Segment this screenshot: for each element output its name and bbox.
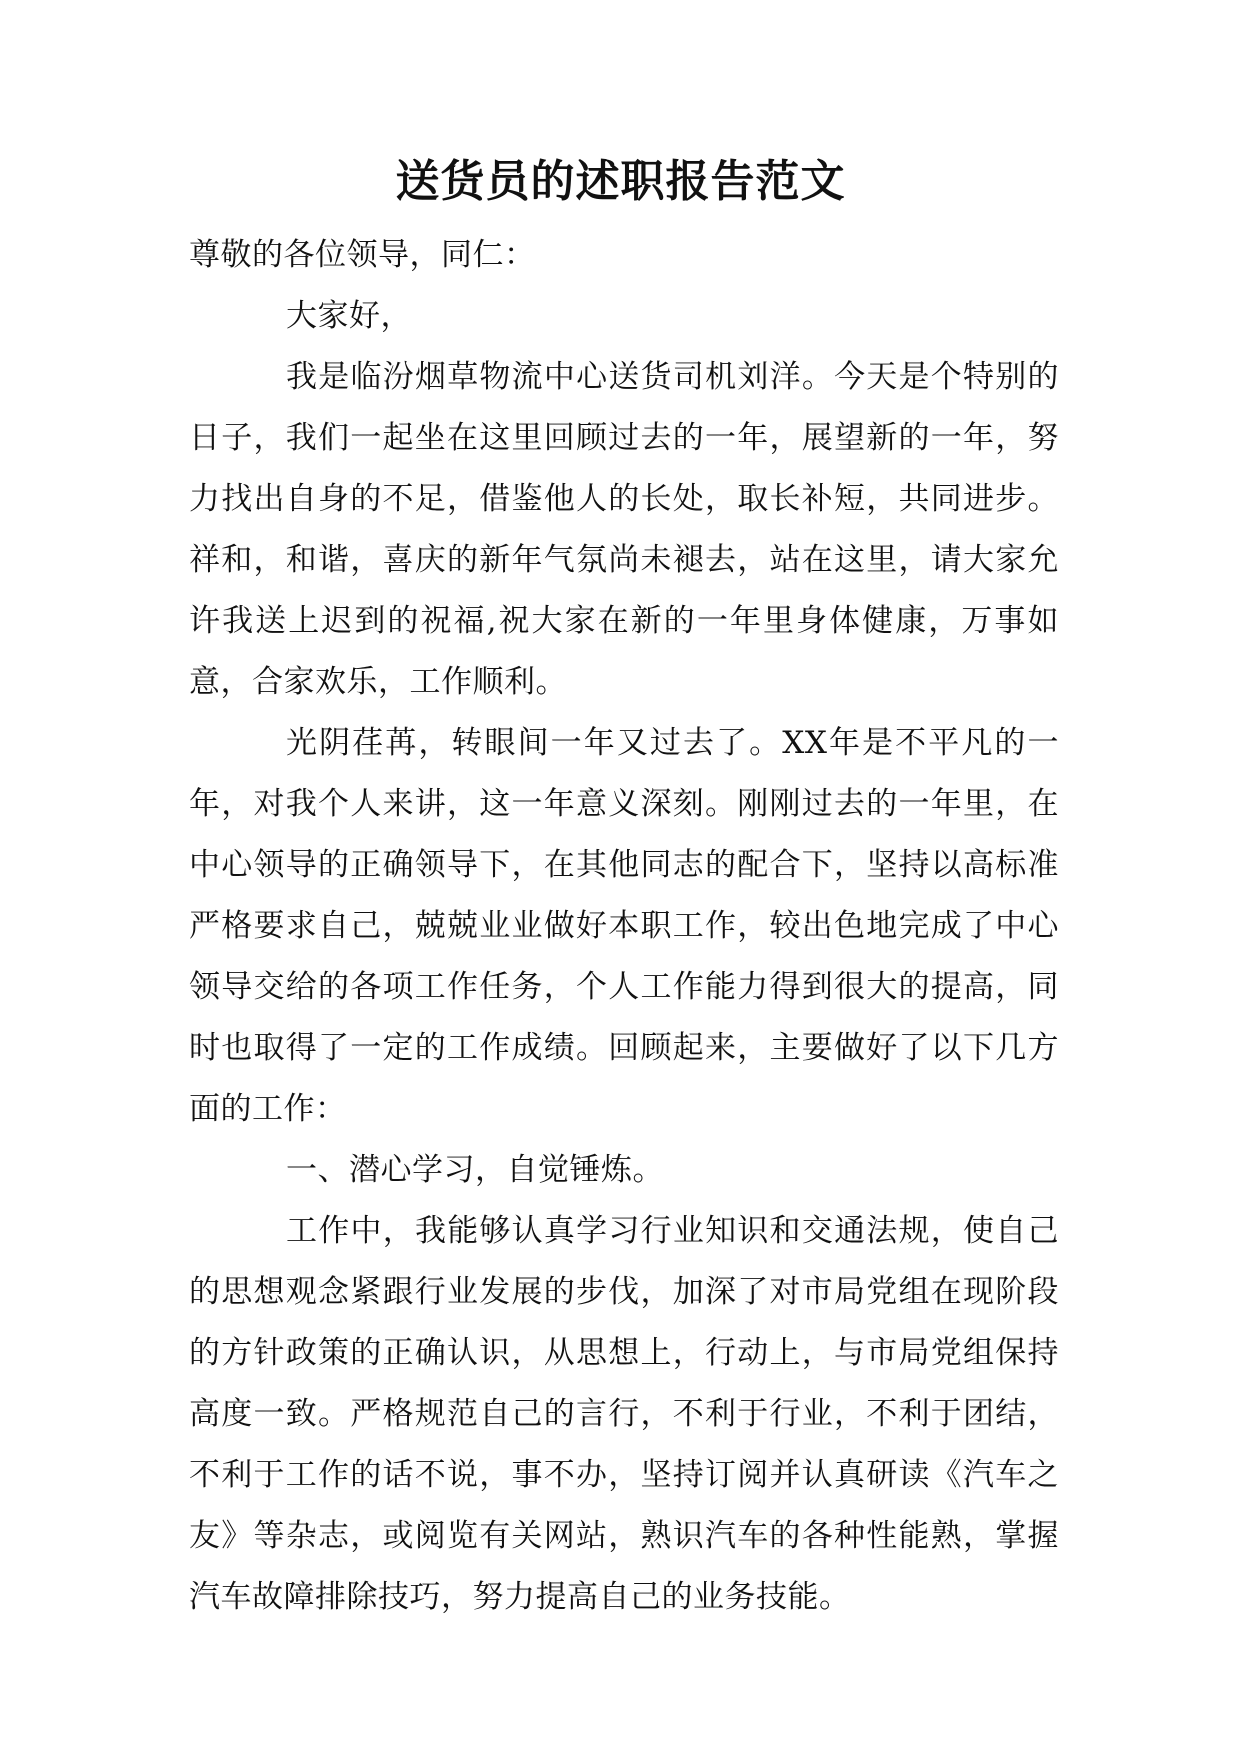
- section-heading-1: 一、潜心学习，自觉锤炼。: [286, 1152, 664, 1188]
- paragraph-introduction: 我是临汾烟草物流中心送货司机刘洋。今天是个特别的日子，我们一起坐在这里回顾过去的一年，展望新的一年，努力找出自身的不足，借鉴他人的长处，取长补短，共同进步。祥和，和谐，喜庆的新年气氛尚未褪去，站在这里，请大家允许我送上迟到的祝福,祝大家在新的一年里身体健康，万事如意，合家欢乐，工作顺利。: [189, 359, 1059, 700]
- paragraph-study: 工作中，我能够认真学习行业知识和交通法规，使自己的思想观念紧跟行业发展的步伐，加深了对市局党组在现阶段的方针政策的正确认识，从思想上，行动上，与市局党组保持高度一致。严格规范自己的言行，不利于行业，不利于团结，不利于工作的话不说，事不办，坚持订阅并认真研读《汽车之友》等杂志，或阅览有关网站，熟识汽车的各种性能熟，掌握汽车故障排除技巧，努力提高自己的业务技能。: [189, 1213, 1059, 1615]
- document-title: 送货员的述职报告范文: [395, 156, 846, 207]
- paragraph-year-review: 光阴荏苒，转眼间一年又过去了。XX年是不平凡的一年，对我个人来讲，这一年意义深刻。刚刚过去的一年里，在中心领导的正确领导下，在其他同志的配合下，坚持以高标准严格要求自己，兢兢业业做好本职工作，较出色地完成了中心领导交给的各项工作任务，个人工作能力得到很大的提高，同时也取得了一定的工作成绩。回顾起来，主要做好了以下几方面的工作：: [189, 725, 1059, 1127]
- paragraph-greeting: 大家好，: [286, 298, 412, 334]
- salutation: 尊敬的各位领导，同仁：: [189, 237, 536, 273]
- document-body: [189, 225, 1059, 1628]
